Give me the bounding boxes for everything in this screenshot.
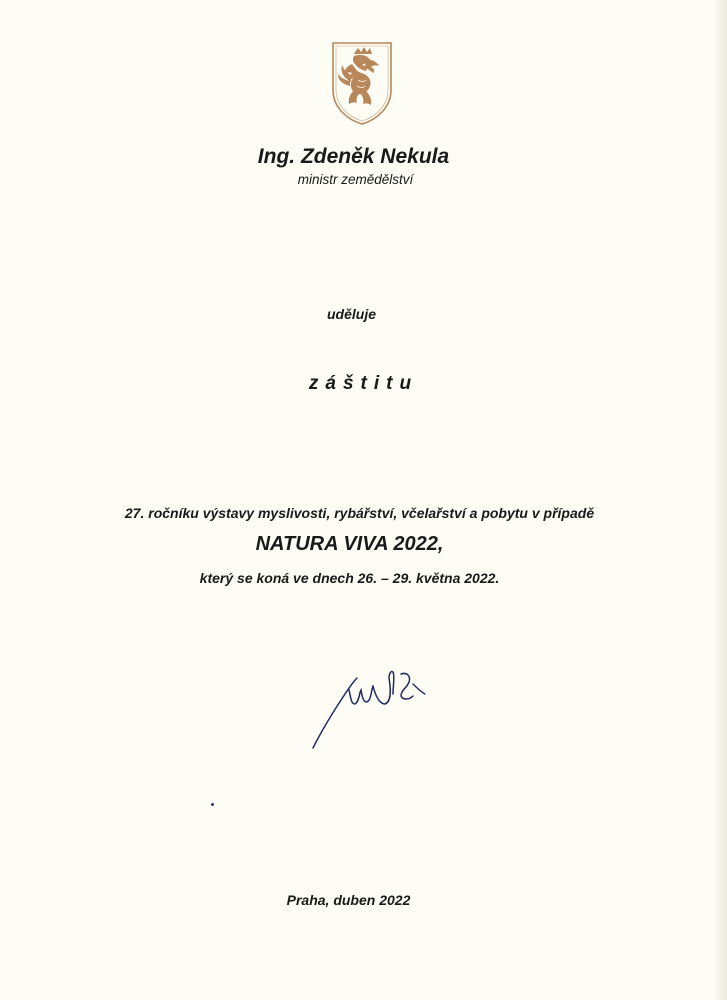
patronage-heading: záštitu — [308, 373, 419, 394]
awards-verb: uděluje — [326, 306, 376, 322]
czech-lion-crest-icon — [330, 40, 394, 126]
event-description: 27. ročníku výstavy myslivosti, rybářství, včelařství a pobytu v případě — [124, 505, 595, 521]
place-and-date: Praha, duben 2022 — [286, 892, 411, 908]
event-name: NATURA VIVA 2022, — [255, 533, 444, 555]
minister-role: ministr zemědělství — [297, 172, 414, 187]
minister-name: Ing. Zdeněk Nekula — [257, 145, 450, 168]
event-dates: který se koná ve dnech 26. – 29. května 2022. — [199, 570, 500, 586]
handwritten-signature — [305, 660, 435, 755]
ink-dot — [211, 803, 214, 806]
